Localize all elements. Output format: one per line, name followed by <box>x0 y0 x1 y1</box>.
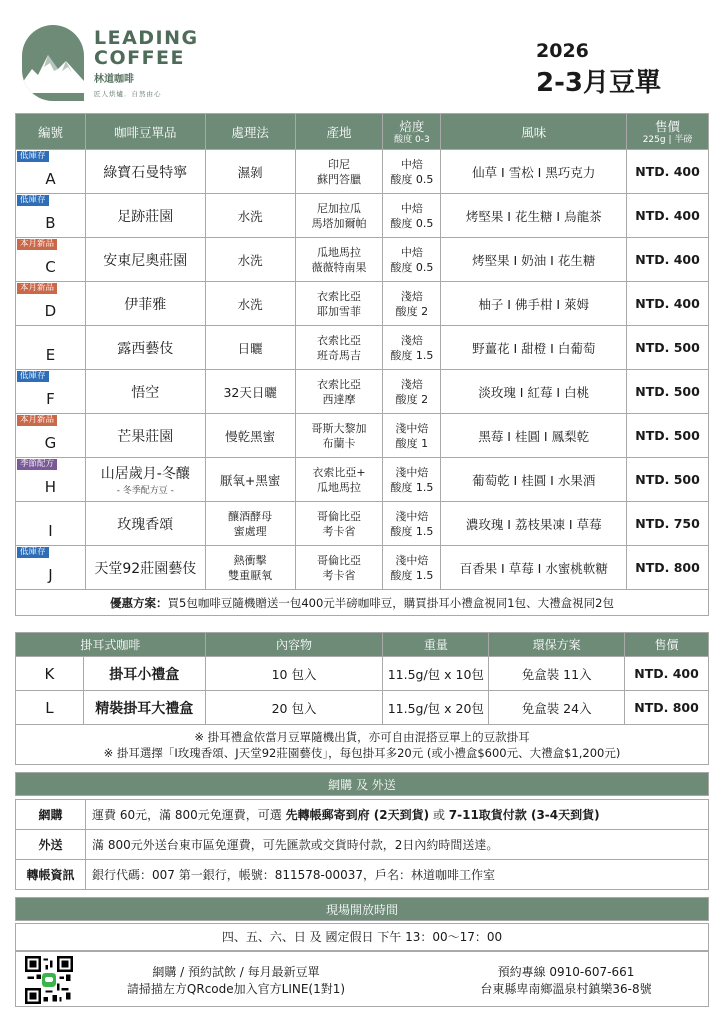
bean-row <box>16 502 709 546</box>
bean-acidity: 酸度 1.5 <box>390 480 434 494</box>
bean-name: 露西藝伎 <box>117 340 174 357</box>
bean-row <box>16 282 709 326</box>
hours-title: 現場開放時間 <box>15 897 709 921</box>
bean-row <box>16 150 709 194</box>
drip-col-name: 掛耳式咖啡 <box>16 633 206 657</box>
col-product: 咖啡豆單品 <box>85 114 205 150</box>
shipping-label: 外送 <box>16 830 86 860</box>
bean-code: H <box>44 477 57 496</box>
bean-process-line: 雙重厭氧 <box>228 568 273 582</box>
bean-flavor: 黑莓 I 桂圓 I 鳳梨乾 <box>441 414 627 458</box>
footer-phone: 預約專線 0910-607-661 <box>497 965 635 979</box>
bean-name-cell <box>85 282 205 326</box>
bean-acidity: 酸度 0.5 <box>390 216 434 230</box>
footer-address: 台東縣卑南鄉溫泉村鎮樂36-8號 <box>480 982 652 996</box>
footer-line-info <box>101 964 371 998</box>
bean-name-cell <box>85 414 205 458</box>
bean-origin-country: 哥倫比亞 <box>317 553 361 567</box>
bean-origin-country: 印尼 <box>328 157 350 171</box>
bean-roast <box>383 326 441 370</box>
bean-origin-country: 哥倫比亞 <box>317 509 361 523</box>
col-roast <box>383 114 441 150</box>
bean-name: 山居歲月-冬釀 <box>100 466 190 482</box>
bean-roast-level: 淺焙 <box>400 289 423 303</box>
bean-process <box>205 238 295 282</box>
bean-code-cell <box>16 546 86 590</box>
drip-code: L <box>16 691 84 725</box>
bean-price: NTD. 500 <box>627 458 709 502</box>
bean-name-cell <box>85 502 205 546</box>
bean-code-cell <box>16 150 86 194</box>
bean-flavor: 百香果 I 草莓 I 水蜜桃軟糖 <box>441 546 627 590</box>
bean-name-cell <box>85 238 205 282</box>
bank-info-text: 銀行代碼：007 第一銀行，帳號：811578-00037，戶名：林道咖啡工作室 <box>86 860 709 890</box>
bean-roast-level: 淺中焙 <box>395 465 429 479</box>
bean-process-line: 熱衝擊 <box>233 553 267 567</box>
bean-process-line: 蜜處理 <box>233 524 267 538</box>
bean-price: NTD. 500 <box>627 370 709 414</box>
bean-name: 綠寶石曼特寧 <box>103 164 188 181</box>
bean-origin <box>295 194 383 238</box>
bean-row <box>16 370 709 414</box>
bean-origin-region: 班奇馬吉 <box>317 348 361 362</box>
bean-origin-region: 瓜地馬拉 <box>317 480 361 494</box>
menu-year: 2026 <box>536 40 589 62</box>
col-acidity-label: 酸度 0-3 <box>394 135 430 145</box>
bean-code: B <box>45 213 56 232</box>
stock-badge: 低庫存 <box>17 547 49 558</box>
bean-code-cell <box>16 282 86 326</box>
drip-content: 20 包入 <box>205 691 383 725</box>
bean-roast <box>383 150 441 194</box>
drip-eco: 免盒裝 24入 <box>489 691 625 725</box>
bean-code: J <box>48 565 53 584</box>
bean-price: NTD. 400 <box>627 238 709 282</box>
drip-note-2: ※ 掛耳選擇「I玫瑰香頌、J天堂92莊園藝伎」，每包掛耳多20元 (或小禮盒$600元、大禮盒$1,200元) <box>103 745 621 760</box>
shipping-label: 轉帳資訊 <box>16 860 86 890</box>
bean-origin-region: 馬塔加爾帕 <box>311 216 367 230</box>
stock-badge: 本月新品 <box>17 283 57 294</box>
bean-origin <box>295 326 383 370</box>
bean-roast-level: 中焙 <box>400 245 423 259</box>
bean-roast-level: 淺焙 <box>400 377 423 391</box>
bean-process-line: 慢乾黑蜜 <box>225 428 276 444</box>
stock-badge: 低庫存 <box>17 371 49 382</box>
bean-origin-region: 布蘭卡 <box>322 436 356 450</box>
drip-notes <box>16 725 709 765</box>
drip-weight: 11.5g/包 x 20包 <box>383 691 489 725</box>
bean-acidity: 酸度 1.5 <box>390 348 434 362</box>
bean-code-cell <box>16 238 86 282</box>
drip-col-price: 售價 <box>625 633 709 657</box>
bean-acidity: 酸度 1.5 <box>390 524 434 538</box>
bean-process <box>205 414 295 458</box>
shipping-option-home: 先轉帳郵寄到府 (2天到貨) <box>285 808 430 822</box>
bean-origin-region: 蘇門答臘 <box>317 172 361 186</box>
bean-name: 天堂92莊園藝伎 <box>94 560 197 577</box>
bean-name-cell <box>85 194 205 238</box>
bean-name: 伊菲雅 <box>124 296 167 313</box>
bean-acidity: 酸度 1.5 <box>390 568 434 582</box>
bean-origin-region: 西達摩 <box>322 392 356 406</box>
bean-price: NTD. 400 <box>627 194 709 238</box>
bean-menu-table <box>15 113 709 616</box>
bean-note: - 冬季配方豆 - <box>116 486 174 496</box>
bean-row <box>16 326 709 370</box>
bean-process <box>205 282 295 326</box>
col-flavor: 風味 <box>441 114 627 150</box>
brand-logo <box>22 25 84 101</box>
bean-acidity: 酸度 0.5 <box>390 172 434 186</box>
footer <box>15 951 709 1007</box>
drip-eco: 免盒裝 11入 <box>489 657 625 691</box>
bean-flavor: 烤堅果 I 奶油 I 花生糖 <box>441 238 627 282</box>
bean-acidity: 酸度 2 <box>395 392 429 406</box>
bean-process <box>205 502 295 546</box>
shipping-row-online <box>16 800 709 830</box>
bean-process-line: 水洗 <box>237 296 263 312</box>
drip-col-content: 內容物 <box>205 633 383 657</box>
promo-row <box>16 590 709 616</box>
bean-origin <box>295 546 383 590</box>
shipping-text <box>86 800 709 830</box>
bean-roast-level: 淺中焙 <box>395 509 429 523</box>
bean-process-line: 釀酒酵母 <box>228 509 273 523</box>
bean-table-header <box>16 114 709 150</box>
stock-badge: 低庫存 <box>17 195 49 206</box>
brand-slogan: 匠人烘爐．自然由心 <box>94 90 162 98</box>
bean-code-cell <box>16 194 86 238</box>
drip-row <box>16 691 709 725</box>
bean-roast-level: 淺中焙 <box>395 421 429 435</box>
bean-flavor: 烤堅果 I 花生糖 I 烏龍茶 <box>441 194 627 238</box>
bean-origin <box>295 370 383 414</box>
shipping-option-711: 7-11取貨付款 (3-4天到貨) <box>448 808 600 822</box>
bean-acidity: 酸度 2 <box>395 304 429 318</box>
drip-note-1: ※ 掛耳禮盒依當月豆單隨機出貨，亦可自由混搭豆單上的豆款掛耳 <box>194 729 530 744</box>
bean-name: 玫瑰香頌 <box>117 516 174 533</box>
shipping-label: 網購 <box>16 800 86 830</box>
footer-contact <box>436 964 696 998</box>
bean-flavor: 葡萄乾 I 桂圓 I 水果酒 <box>441 458 627 502</box>
bean-name-cell <box>85 370 205 414</box>
bean-code-cell <box>16 326 86 370</box>
bean-roast <box>383 546 441 590</box>
bean-code: D <box>44 301 57 320</box>
bean-origin <box>295 150 383 194</box>
bean-flavor: 柚子 I 佛手柑 I 萊姆 <box>441 282 627 326</box>
bean-price: NTD. 750 <box>627 502 709 546</box>
bean-row <box>16 546 709 590</box>
bean-row <box>16 414 709 458</box>
menu-title: 2-3月豆單 <box>536 68 661 98</box>
bean-process <box>205 458 295 502</box>
bean-roast <box>383 194 441 238</box>
bean-name-cell <box>85 326 205 370</box>
shipping-row-bank <box>16 860 709 890</box>
drip-code: K <box>16 657 84 691</box>
bean-origin <box>295 282 383 326</box>
bean-process <box>205 370 295 414</box>
bean-process <box>205 150 295 194</box>
bean-origin-country: 衣索比亞+ <box>312 465 366 479</box>
drip-name: 掛耳小禮盒 <box>83 657 205 691</box>
bean-process-line: 濕剝 <box>237 164 263 180</box>
drip-price: NTD. 800 <box>625 691 709 725</box>
stock-badge: 本月新品 <box>17 239 57 250</box>
bean-origin-country: 衣索比亞 <box>317 289 361 303</box>
drip-col-eco: 環保方案 <box>489 633 625 657</box>
bean-price: NTD. 400 <box>627 282 709 326</box>
bean-code: F <box>46 389 55 408</box>
col-price-unit: 225g | 半磅 <box>642 135 693 145</box>
bean-origin <box>295 458 383 502</box>
drip-weight: 11.5g/包 x 10包 <box>383 657 489 691</box>
promo-label: 優惠方案： <box>110 595 168 610</box>
bean-code-cell <box>16 370 86 414</box>
line-qrcode[interactable] <box>25 956 73 1004</box>
bean-acidity: 酸度 0.5 <box>390 260 434 274</box>
drip-coffee-table <box>15 632 709 765</box>
col-code: 編號 <box>16 114 86 150</box>
bean-row <box>16 238 709 282</box>
bean-origin <box>295 414 383 458</box>
bean-origin-country: 瓜地馬拉 <box>317 245 361 259</box>
footer-line-2: 請掃描左方QRcode加入官方LINE(1對1) <box>126 982 346 996</box>
bean-name: 悟空 <box>131 384 160 401</box>
col-roast-label: 焙度 <box>399 119 425 134</box>
bean-code: E <box>45 345 56 364</box>
bean-name: 芒果莊園 <box>117 428 174 445</box>
bean-roast <box>383 370 441 414</box>
header <box>0 0 724 112</box>
bean-origin-country: 衣索比亞 <box>317 377 361 391</box>
bean-name: 安東尼奧莊園 <box>103 252 188 269</box>
col-process: 處理法 <box>205 114 295 150</box>
hours-text: 四、五、六、日 及 國定假日 下午 13：00～17：00 <box>15 923 709 951</box>
promo-text: 買5包咖啡豆隨機贈送一包400元半磅咖啡豆，購買掛耳小禮盒視同1包、大禮盒視同2包 <box>167 595 614 610</box>
bean-roast-level: 中焙 <box>400 201 423 215</box>
stock-badge: 低庫存 <box>17 151 49 162</box>
bean-process <box>205 194 295 238</box>
bean-process-line: 水洗 <box>237 252 263 268</box>
brand-wordmark <box>94 28 199 98</box>
bean-flavor: 野薑花 I 甜橙 I 白葡萄 <box>441 326 627 370</box>
shipping-text-part: 運費 60元，滿 800元免運費，可選 <box>92 808 286 822</box>
bean-origin-region: 考卡省 <box>322 568 356 582</box>
bean-roast <box>383 238 441 282</box>
bean-flavor: 濃玫瑰 I 荔枝果凍 I 草莓 <box>441 502 627 546</box>
bean-roast <box>383 458 441 502</box>
bean-price: NTD. 400 <box>627 150 709 194</box>
col-price <box>627 114 709 150</box>
bean-code-cell <box>16 502 86 546</box>
bean-roast <box>383 282 441 326</box>
bean-name: 足跡莊園 <box>117 208 174 225</box>
bean-origin-country: 衣索比亞 <box>317 333 361 347</box>
bean-process-line: 32天日曬 <box>223 384 277 400</box>
bean-process-line: 水洗 <box>237 208 263 224</box>
brand-name-en-1: LEADING <box>94 27 199 49</box>
bean-code: C <box>45 257 56 276</box>
bean-row <box>16 458 709 502</box>
bean-price: NTD. 500 <box>627 414 709 458</box>
bean-origin-country: 尼加拉瓜 <box>317 201 361 215</box>
shipping-row-delivery <box>16 830 709 860</box>
stock-badge: 本月新品 <box>17 415 57 426</box>
bean-price: NTD. 800 <box>627 546 709 590</box>
bean-name-cell <box>85 458 205 502</box>
col-price-label: 售價 <box>655 119 681 134</box>
brand-name-zh: 林道咖啡 <box>94 74 134 85</box>
bean-origin <box>295 238 383 282</box>
bean-origin-region: 薇薇特南果 <box>311 260 367 274</box>
brand-name-en-2: COFFEE <box>94 47 186 69</box>
drip-table-header <box>16 633 709 657</box>
bean-code: A <box>45 169 56 188</box>
bean-name-cell <box>85 150 205 194</box>
bean-origin-region: 考卡省 <box>322 524 356 538</box>
bean-process <box>205 546 295 590</box>
drip-notes-row <box>16 725 709 765</box>
bean-code-cell <box>16 458 86 502</box>
bean-process-line: 日曬 <box>237 340 263 356</box>
bean-acidity: 酸度 1 <box>395 436 429 450</box>
shipping-text-part: 或 <box>429 808 449 822</box>
drip-row <box>16 657 709 691</box>
bean-row <box>16 194 709 238</box>
shipping-table <box>15 799 709 890</box>
promo-cell <box>16 590 709 616</box>
bean-roast-level: 中焙 <box>400 157 423 171</box>
bean-flavor: 淡玫瑰 I 紅莓 I 白桃 <box>441 370 627 414</box>
shipping-title: 網購 及 外送 <box>15 772 709 796</box>
bean-process-line: 厭氧+黑蜜 <box>219 472 281 488</box>
col-origin: 產地 <box>295 114 383 150</box>
bean-origin-country: 哥斯大黎加 <box>311 421 367 435</box>
bean-roast <box>383 502 441 546</box>
bean-roast-level: 淺焙 <box>400 333 423 347</box>
stock-badge: 季節配方 <box>17 459 57 470</box>
footer-line-1: 網購 / 預約試飲 / 每月最新豆單 <box>152 965 320 979</box>
drip-col-weight: 重量 <box>383 633 489 657</box>
bean-origin-region: 耶加雪菲 <box>317 304 361 318</box>
bean-process <box>205 326 295 370</box>
bean-roast-level: 淺中焙 <box>395 553 429 567</box>
drip-content: 10 包入 <box>205 657 383 691</box>
bean-name-cell <box>85 546 205 590</box>
bean-code-cell <box>16 414 86 458</box>
bean-roast <box>383 414 441 458</box>
drip-price: NTD. 400 <box>625 657 709 691</box>
bean-code: I <box>48 521 53 540</box>
drip-name: 精裝掛耳大禮盒 <box>83 691 205 725</box>
bean-price: NTD. 500 <box>627 326 709 370</box>
bean-code: G <box>44 433 57 452</box>
bean-flavor: 仙草 I 雪松 I 黑巧克力 <box>441 150 627 194</box>
bean-origin <box>295 502 383 546</box>
shipping-text: 滿 800元外送台東市區免運費，可先匯款或交貨時付款，2日內約時間送達。 <box>86 830 709 860</box>
